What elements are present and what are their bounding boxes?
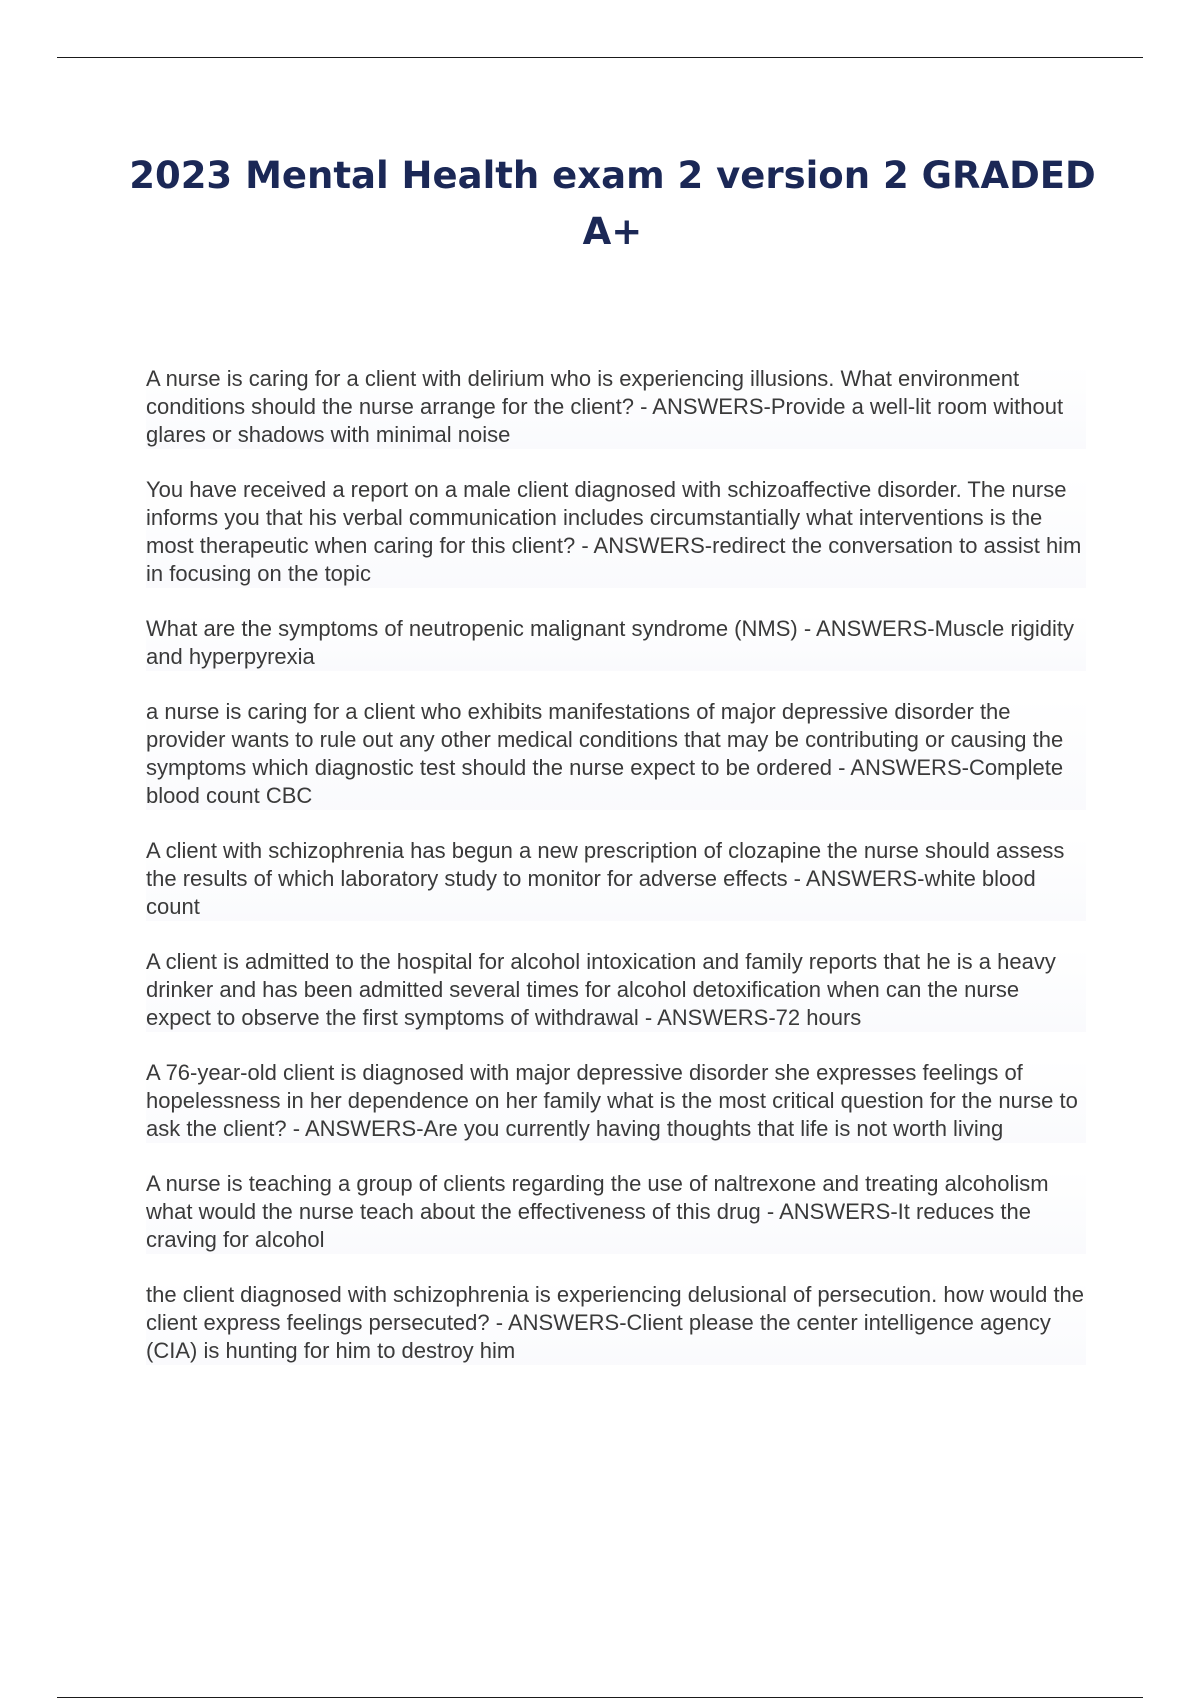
question-answer-list bbox=[146, 365, 1086, 1392]
qa-item-8: A nurse is teaching a group of clients regarding the use of naltrexone and treating alcoholism what would the nurse teach about the effectiveness of this drug - ANSWERS-It reduces the craving for alcohol bbox=[146, 1170, 1086, 1254]
qa-item-2: You have received a report on a male client diagnosed with schizoaffective disorder. The nurse informs you that his verbal communication includes circumstantially what interventions is the most therapeutic when caring for this client? - ANSWERS-redirect the conversation to assist him in focusing on the topic bbox=[146, 476, 1086, 588]
qa-item-6: A client is admitted to the hospital for alcohol intoxication and family reports that he is a heavy drinker and has been admitted several times for alcohol detoxification when can the nurse expect to observe the first symptoms of withdrawal - ANSWERS-72 hours bbox=[146, 948, 1086, 1032]
qa-item-3: What are the symptoms of neutropenic malignant syndrome (NMS) - ANSWERS-Muscle rigidity and hyperpyrexia bbox=[146, 615, 1086, 671]
header-rule bbox=[57, 57, 1143, 58]
qa-item-1: A nurse is caring for a client with delirium who is experiencing illusions. What environment conditions should the nurse arrange for the client? - ANSWERS-Provide a well-lit room without glares or shadows with minimal noise bbox=[146, 365, 1086, 449]
document-title: 2023 Mental Health exam 2 version 2 GRADED A+ bbox=[129, 154, 1096, 253]
qa-item-9: the client diagnosed with schizophrenia is experiencing delusional of persecution. how would the client express feelings persecuted? - ANSWERS-Client please the center intelligence agency (CIA) is hunting for him to destroy him bbox=[146, 1282, 1085, 1363]
qa-item-5: A client with schizophrenia has begun a new prescription of clozapine the nurse should assess the results of which laboratory study to monitor for adverse effects - ANSWERS-white blood count bbox=[146, 837, 1086, 921]
qa-item-7: A 76-year-old client is diagnosed with major depressive disorder she expresses feelings of hopelessness in her dependence on her family what is the most critical question for the nurse to ask the client? - ANSWERS-Are you currently having thoughts that life is not worth living bbox=[146, 1059, 1086, 1143]
footer-rule bbox=[57, 1697, 1143, 1698]
qa-item-4: a nurse is caring for a client who exhibits manifestations of major depressive disorder the provider wants to rule out any other medical conditions that may be contributing or causing the symptoms which diagnostic test should the nurse expect to be ordered - ANSWERS-Complete blood count CBC bbox=[146, 698, 1086, 810]
